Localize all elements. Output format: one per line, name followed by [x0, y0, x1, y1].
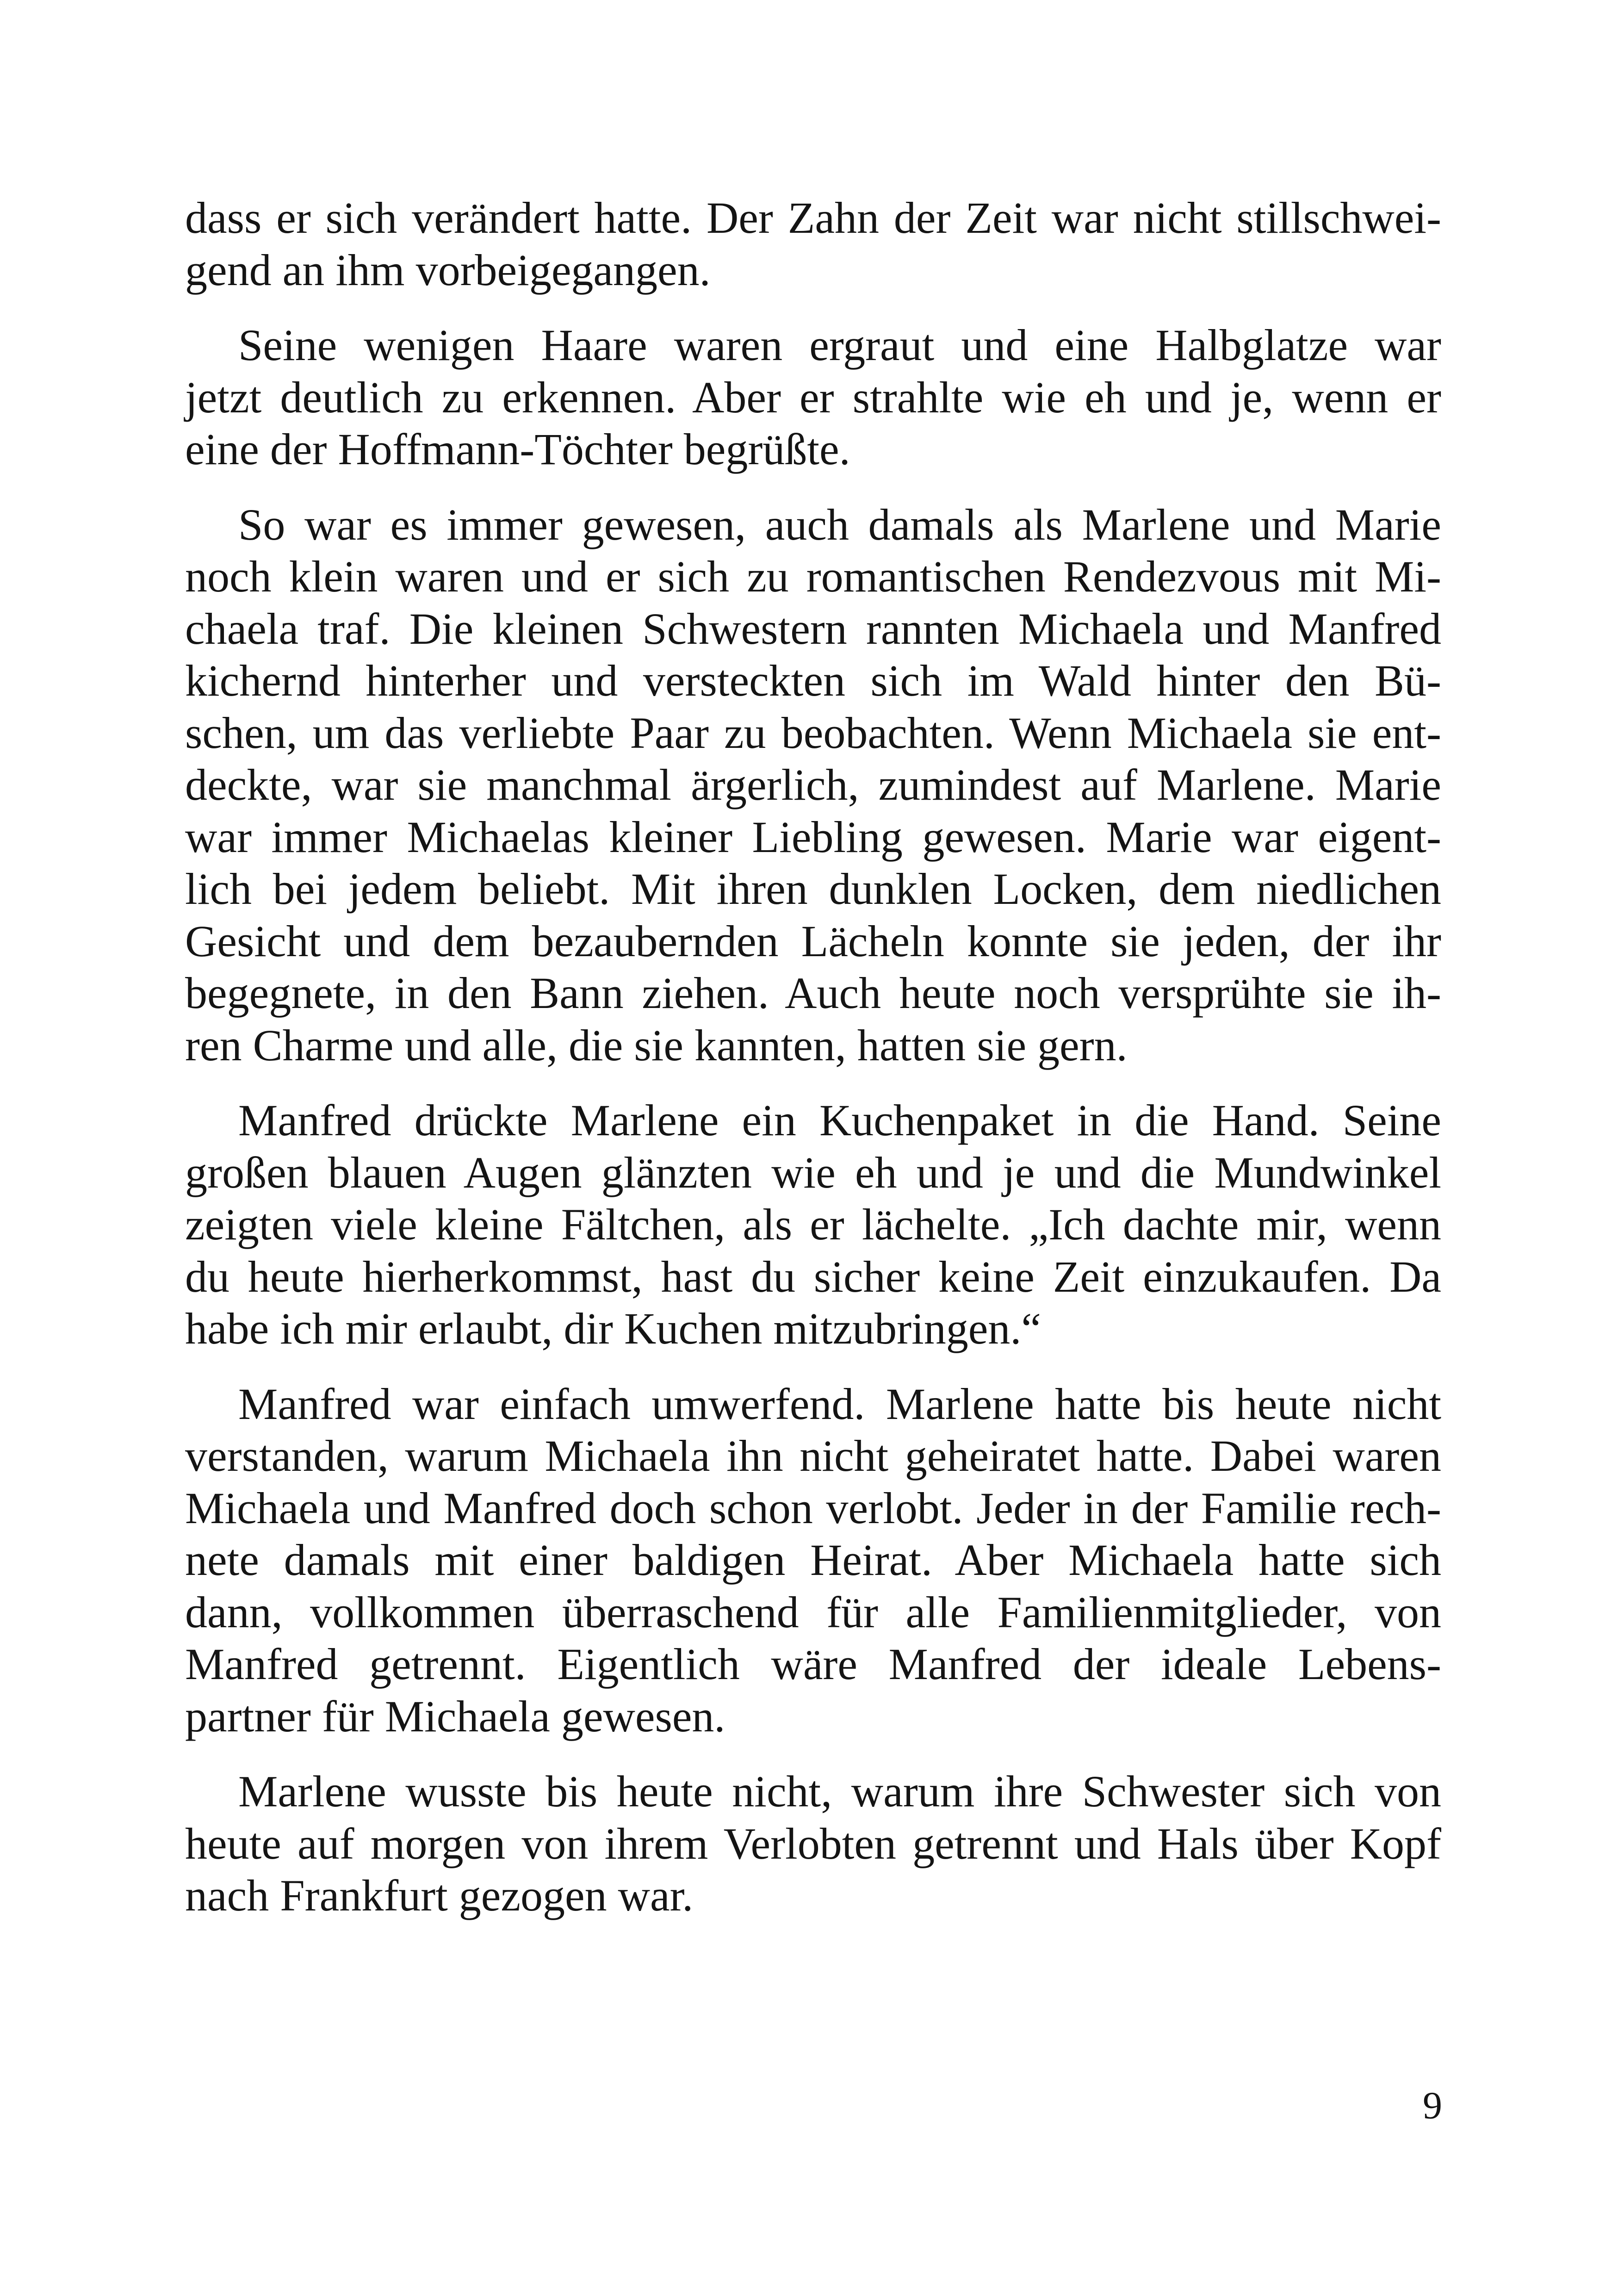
- text-line: noch klein waren und er sich zu romantischen Rendezvous mit Mi-: [185, 552, 1441, 601]
- page-number: 9: [1423, 2084, 1442, 2127]
- text-line: lich bei jedem beliebt. Mit ihren dunklen Locken, dem niedlichen: [185, 864, 1441, 914]
- text-line: großen blauen Augen glänzten wie eh und je und die Mundwinkel: [185, 1147, 1441, 1197]
- text-line: war immer Michaelas kleiner Liebling gewesen. Marie war eigent-: [185, 812, 1441, 862]
- paragraph-3: [185, 499, 1441, 1072]
- paragraph-6: [185, 1766, 1441, 1922]
- text-line: Marlene wusste bis heute nicht, warum ihre Schwester sich von: [238, 1767, 1441, 1816]
- text-line: begegnete, in den Bann ziehen. Auch heute noch versprühte sie ih-: [185, 968, 1441, 1018]
- text-line: partner für Michaela gewesen.: [185, 1691, 725, 1741]
- text-line: deckte, war sie manchmal ärgerlich, zumindest auf Marlene. Marie: [185, 760, 1441, 809]
- text-line: du heute hierherkommst, hast du sicher keine Zeit einzukaufen. Da: [185, 1251, 1441, 1301]
- text-line: dass er sich verändert hatte. Der Zahn der Zeit war nicht stillschwei-: [185, 193, 1441, 243]
- text-line: chaela traf. Die kleinen Schwestern rannten Michaela und Manfred: [185, 604, 1441, 653]
- text-line: Gesicht und dem bezaubernden Lächeln konnte sie jeden, der ihr: [185, 916, 1441, 966]
- paragraph-5: [185, 1378, 1441, 1743]
- text-line: habe ich mir erlaubt, dir Kuchen mitzubringen.“: [185, 1304, 1041, 1353]
- text-line: jetzt deutlich zu erkennen. Aber er strahlte wie eh und je, wenn er: [185, 372, 1441, 422]
- text-line: nete damals mit einer baldigen Heirat. Aber Michaela hatte sich: [185, 1535, 1441, 1585]
- text-line: gend an ihm vorbeigegangen.: [185, 245, 711, 295]
- text-line: Manfred war einfach umwerfend. Marlene hatte bis heute nicht: [238, 1379, 1441, 1429]
- text-line: heute auf morgen von ihrem Verlobten getrennt und Hals über Kopf: [185, 1818, 1441, 1868]
- text-line: Seine wenigen Haare waren ergraut und eine Halbglatze war: [238, 320, 1441, 370]
- text-line: eine der Hoffmann-Töchter begrüßte.: [185, 424, 850, 474]
- text-line: dann, vollkommen überraschend für alle Familienmitglieder, von: [185, 1587, 1441, 1637]
- paragraph-1: [185, 192, 1441, 296]
- text-line: ren Charme und alle, die sie kannten, hatten sie gern.: [185, 1020, 1128, 1070]
- page-body: [185, 192, 1441, 1922]
- text-line: So war es immer gewesen, auch damals als Marlene und Marie: [238, 499, 1441, 549]
- text-line: kichernd hinterher und versteckten sich im Wald hinter den Bü-: [185, 656, 1441, 705]
- text-line: Manfred drückte Marlene ein Kuchenpaket in die Hand. Seine: [238, 1095, 1441, 1145]
- text-line: Michaela und Manfred doch schon verlobt. Jeder in der Familie rech-: [185, 1483, 1441, 1533]
- paragraph-2: [185, 319, 1441, 476]
- text-line: nach Frankfurt gezogen war.: [185, 1871, 694, 1920]
- text-line: zeigten viele kleine Fältchen, als er lächelte. „Ich dachte mir, wenn: [185, 1200, 1441, 1249]
- paragraph-4: [185, 1095, 1441, 1355]
- text-line: Manfred getrennt. Eigentlich wäre Manfred der ideale Lebens-: [185, 1639, 1441, 1689]
- text-line: schen, um das verliebte Paar zu beobachten. Wenn Michaela sie ent-: [185, 708, 1441, 758]
- text-line: verstanden, warum Michaela ihn nicht geheiratet hatte. Dabei waren: [185, 1431, 1441, 1481]
